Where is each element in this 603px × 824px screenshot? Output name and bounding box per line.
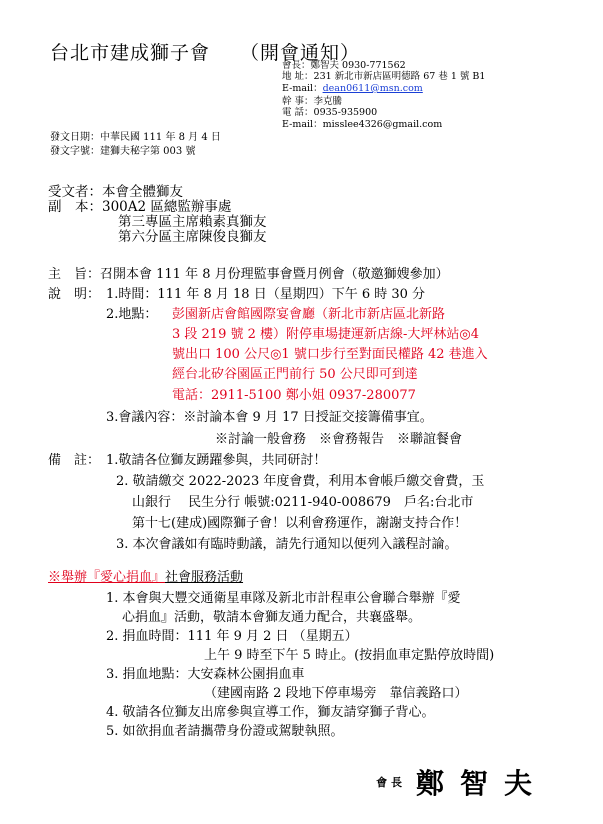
contact-secretary: 幹 事：李克騰 xyxy=(282,96,343,107)
remark-item2-cont: 第十七(建成)國際獅子會！以利會務運作，謝謝支持合作！ xyxy=(132,516,468,531)
org-name: 台北市建成獅子會 xyxy=(50,42,211,64)
explanation-label: 說 明： xyxy=(48,287,101,302)
subject-line: 主 旨：召開本會 111 年 8 月份理監事會暨月例會（敬邀獅嫂參加） xyxy=(48,267,449,282)
remark-item3: 3. 本次會議如有臨時動議，請先行通知以便列入議程討論。 xyxy=(116,537,458,552)
blood-item4: 4. 敬請各位獅友出席參與宣導工作，獅友請穿獅子背心。 xyxy=(106,705,435,720)
blood-item5: 5. 如欲捐血者請攜帶身份證或駕駛執照。 xyxy=(106,724,344,739)
contact-email-label: E-mail： xyxy=(282,83,323,94)
notice-title: （開會通知） xyxy=(240,42,361,64)
email-link[interactable]: dean0611@msn.com xyxy=(322,83,423,94)
blood-item2: 2. 捐血時間：111 年 9 月 2 日 （星期五） xyxy=(106,629,358,644)
contact-address: 地 址：231 新北市新店區明德路 67 巷 1 號 B1 xyxy=(282,71,486,82)
contact-email2: E-mail：misslee4326@gmail.com xyxy=(282,119,443,130)
recipient-cc3: 第六分區主席陳俊良獅友 xyxy=(118,229,267,245)
blood-item1-cont: 心捐血』活動，敬請本會獅友通力配合，共襄盛舉。 xyxy=(122,610,422,625)
contact-president: 會長：鄭智夫 0930-771562 xyxy=(282,60,406,71)
contact-email-row xyxy=(282,83,423,94)
meeting-place-line: 3 段 219 號 2 樓）附停車場捷運新店線-大坪林站◎4 xyxy=(172,327,480,342)
recipient-cc1: 副 本：300A2 區總監辦事處 xyxy=(48,199,232,215)
remark-item2-cont: 山銀行 民生分行 帳號:0211-940-008679 戶名:台北市 xyxy=(132,495,474,510)
contact-phone: 電 話：0935-935900 xyxy=(282,107,378,118)
blood-item1: 1. 本會與大豐交通衛星車隊及新北市計程車公會聯合舉辦『愛 xyxy=(106,591,461,606)
meeting-phone: 電話：2911-5100 鄭小姐 0937-280077 xyxy=(172,388,416,403)
blood-item3-cont: （建國南路 2 段地下停車場旁 靠信義路口） xyxy=(204,686,468,701)
remark-item2: 2. 敬請繳交 2022-2023 年度會費，利用本會帳戶繳交會費，玉 xyxy=(116,474,485,489)
recipient-to: 受文者：本會全體獅友 xyxy=(48,184,183,200)
signature-role: 會 長 xyxy=(376,776,402,789)
blood-item2-cont: 上午 9 時至下午 5 時止。(按捐血車定點停放時間) xyxy=(204,648,495,663)
doc-number: 發文字號：建獅夫秘字第 003 號 xyxy=(50,146,196,157)
meeting-place-line: 彭園新店會館國際宴會廳（新北市新店區北新路 xyxy=(172,307,446,322)
remarks-label: 備 註： xyxy=(48,453,101,468)
agenda-line1: 3.會議內容：※討論本會 9 月 17 日授証交接籌備事宜。 xyxy=(106,410,433,425)
meeting-time: 1.時間：111 年 8 月 18 日（星期四）下午 6 時 30 分 xyxy=(106,287,426,302)
meeting-place-line: 號出口 100 公尺◎1 號口步行至對面民權路 42 巷進入 xyxy=(172,347,488,362)
blood-item3: 3. 捐血地點：大安森林公園捐血車 xyxy=(106,667,305,682)
recipient-cc2: 第三專區主席賴素真獅友 xyxy=(118,214,267,230)
blood-drive-heading xyxy=(48,566,243,585)
remark-item1: 1.敬請各位獅友踴躍參與，共同研討！ xyxy=(106,453,327,468)
blood-drive-heading-rest: 社會服務活動 xyxy=(165,570,244,585)
meeting-place-label: 2.地點： xyxy=(106,307,158,322)
agenda-line2: ※討論一般會務 ※會務報告 ※聯誼餐會 xyxy=(215,432,463,447)
meeting-place-line: 經台北矽谷園區正門前行 50 公尺即可到達 xyxy=(172,367,418,382)
blood-drive-heading-red: ※舉辦『愛心捐血』 xyxy=(48,570,166,585)
signature xyxy=(376,762,548,802)
doc-date: 發文日期：中華民國 111 年 8 月 4 日 xyxy=(50,132,221,143)
signature-name: 鄭智夫 xyxy=(415,767,548,800)
